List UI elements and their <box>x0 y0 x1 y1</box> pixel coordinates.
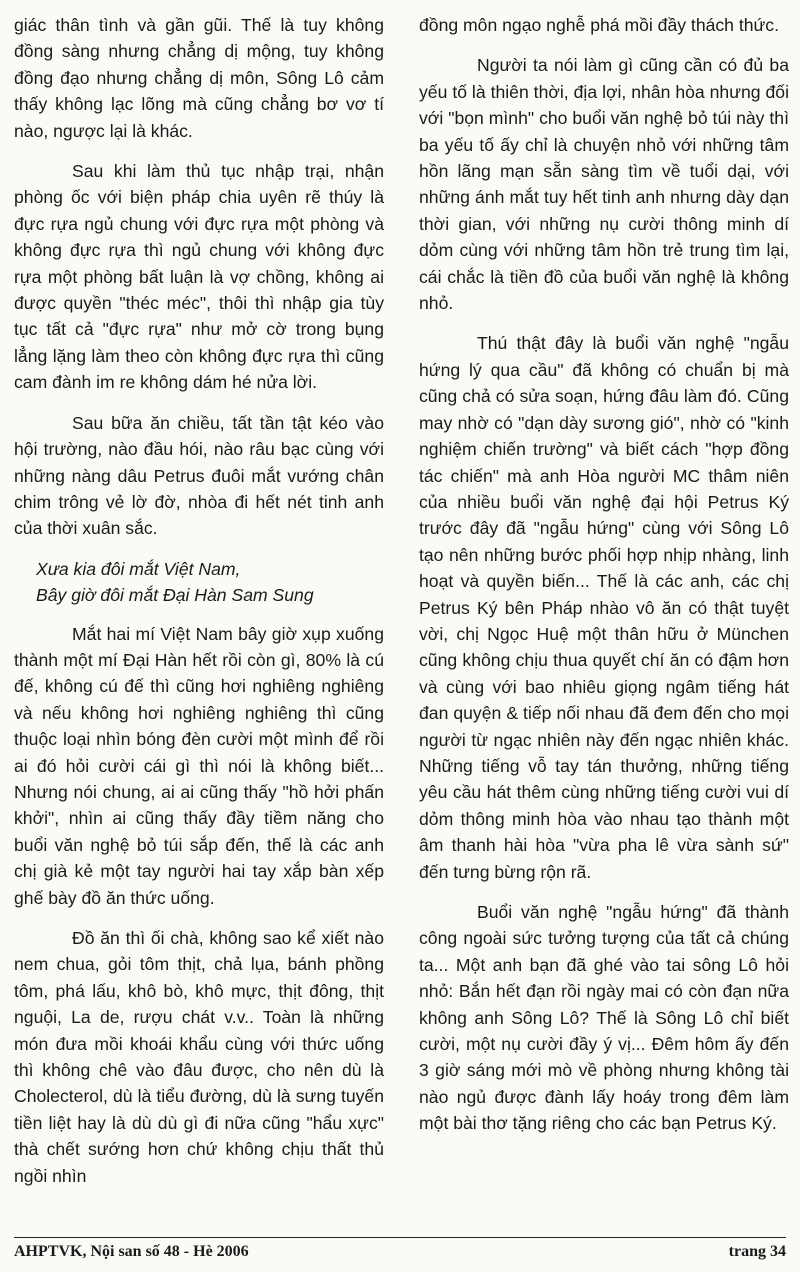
poem-line: Bây giờ đôi mắt Đại Hàn Sam Sung <box>36 585 314 606</box>
paragraph: giác thân tình và gần gũi. Thế là tuy không đồng sàng nhưng chẳng dị mộng, tuy không đồng đạo nhưng chẳng dị môn, Sông Lô cảm thấy không lạc lõng mà cũng chẳng bơ vơ tí nào, ngược lại là khác. <box>14 15 384 141</box>
poem-line: Xưa kia đôi mắt Việt Nam, <box>36 558 241 579</box>
paragraph: Sau khi làm thủ tục nhập trại, nhận phòng ốc với biện pháp chia uyên rẽ thúy là đực rựa ngủ chung với đực rựa một phòng và không đực rựa thì ngủ chung với không đực rựa một phòng bất luận là vợ chồng, không ai được quyền "théc méc", thôi thì nhập gia tùy tục tất cả "đực rựa" như mở cờ trong bụng lẳng lặng làm theo còn không đực rựa thì cũng cam đành im re không dám hé nửa lời. <box>14 161 384 393</box>
paragraph: Sau bữa ăn chiều, tất tần tật kéo vào hội trường, nào đầu hói, nào râu bạc cùng với những nàng dâu Petrus đuôi mắt vướng chân chim trông vẻ lờ đờ, nhòa đi hết nét tinh anh của thời xuân sắc. <box>14 412 384 539</box>
paragraph: Thú thật đây là buổi văn nghệ "ngẫu hứng lý qua cầu" đã không có chuẩn bị mà cũng chả có sửa soạn, hứng đâu làm đó. Cũng may nhờ có "dạn dày sương gió", nhờ có "kinh nghiệm chiến trường" và biết cách "hợp đồng tác chiến" mà anh Hòa người MC thâm niên của nhiều buổi văn nghệ đại hội Petrus Ký trước đây đã "ngẫu hứng" cùng với Sông Lô tạo nên những bước phối hợp nhịp nhàng, linh hoạt và quyền biến... Thế là các anh, các chị Petrus Ký bên Pháp nhào vô ăn có thật tuyệt vời, chị Ngọc Huệ một thân hữu ở München cũng không chịu thua quyết chí ăn có đậm hơn và cùng với bao nhiêu giọng ngâm tiếng hát đan quyện & tiếp nối nhau đã đem đến cho mọi người từ ngạc nhiên này đến ngạc nhiên khác. Những tiếng vỗ tay tán thưởng, những tiếng yêu cầu hát thêm cùng những tiếng cười vui dí dỏm thông minh hòa vào nhau tạo thành một âm thanh hài hòa "vừa pha lê vừa sành sứ" đến tưng bừng rộn rã. <box>419 333 789 882</box>
page-footer <box>14 1243 786 1261</box>
footer-divider <box>14 1237 786 1238</box>
paragraph: Người ta nói làm gì cũng cần có đủ ba yếu tố là thiên thời, địa lợi, nhân hòa nhưng đối với "bọn mình" cho buổi văn nghệ bỏ túi này thì ba yếu tố ấy chỉ là chuyện nhỏ với những tâm hồn lãng mạn sẵn sàng tìm về tuổi dại, với những ánh mắt tuy hết tinh anh nhưng dày dạn thời gian, với những nụ cười thông minh dí dỏm cùng với những tâm hồn trẻ trung tìm lại, cái chắc là tiền đồ của buổi văn nghệ là không nhỏ. <box>419 55 789 314</box>
paragraph: đồng môn ngạo nghễ phá mồi đầy thách thức. <box>419 15 779 35</box>
paragraph: Mắt hai mí Việt Nam bây giờ xụp xuống thành một mí Đại Hàn hết rồi còn gì, 80% là cú đế, không cú đế thì cũng hơi nghiêng nghiêng và nếu không hơi nghiêng nghiêng thì cũng thuộc loại nhìn bóng đèn cười một mình để rồi ai đó hỏi cười cái gì thì nói là không biết... Nhưng nói chung, ai ai cũng thấy "hồ hởi phấn khởi", nhìn ai cũng thấy đầy tiềm năng cho buổi văn nghệ bỏ túi sắp đến, thế là các anh chị già kẻ một tay người hai tay xắp bàn xếp ghế bày đồ ăn thức uống. <box>14 623 384 908</box>
left-column <box>14 12 384 1203</box>
right-column <box>419 12 789 1151</box>
paragraph: Đồ ăn thì ối chà, không sao kể xiết nào nem chua, gỏi tôm thịt, chả lụa, bánh phồng tôm, phá lấu, khô bò, khô mực, thịt đông, thịt nguội, La de, rượu chát v.v.. Toàn là những món đưa mồi khoái khẩu cùng với thức uống thì không chê vào đâu được, cho nên dù là Cholecterol, dù là tiểu đường, dù là sưng tuyến tiền liệt hay là dù dù gì đi nữa cũng "hẩu xực" thà chết sướng hơn chứ không chịu thất thủ ngồi nhìn <box>14 928 384 1186</box>
page-number: trang 34 <box>728 1243 786 1260</box>
poem-quote <box>36 556 384 609</box>
publication-info: AHPTVK, Nội san số 48 - Hè 2006 <box>14 1243 249 1260</box>
paragraph: Buổi văn nghệ "ngẫu hứng" đã thành công ngoài sức tưởng tượng của tất cả chúng ta... Một anh bạn đã ghé vào tai sông Lô hỏi nhỏ: Bắn hết đạn rồi ngày mai có còn đạn nữa không anh Sông Lô? Thế là Sông Lô chỉ biết cười, một nụ cười đầy ý vị... Đêm hôm ấy đến 3 giờ sáng mới mò về phòng nhưng không tài nào ngủ được đành lấy hoáy trong đêm làm một bài thơ tặng riêng cho các bạn Petrus Ký. <box>419 902 789 1134</box>
